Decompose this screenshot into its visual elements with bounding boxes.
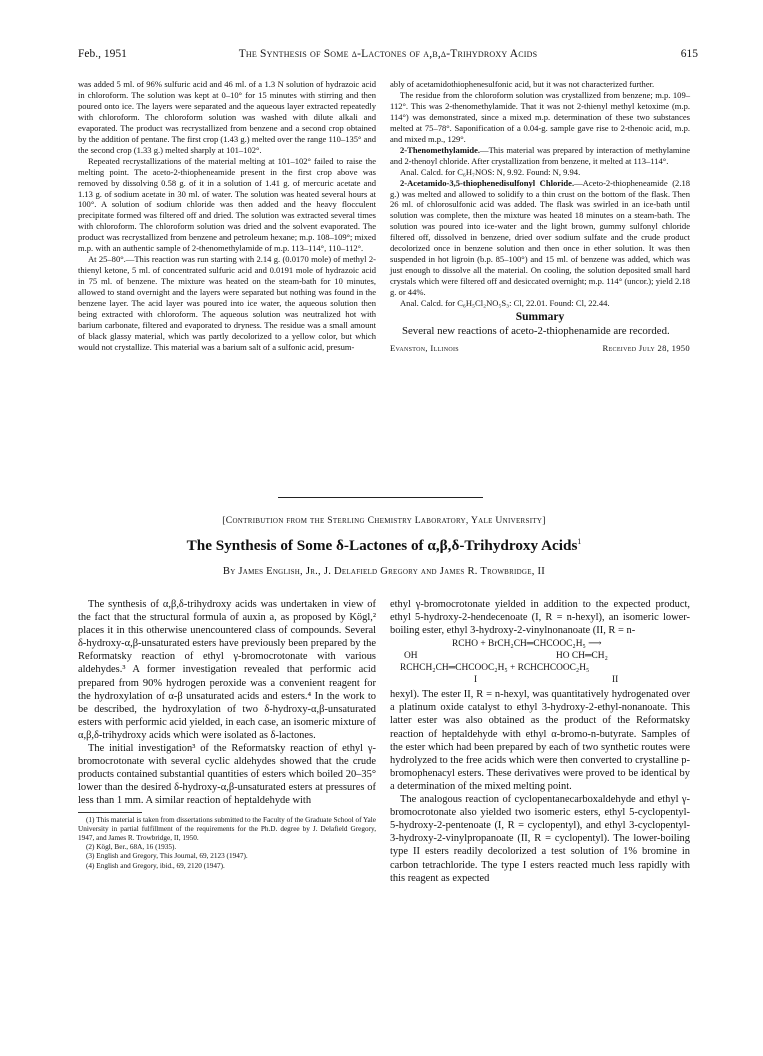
footnote-rule [78,812,142,813]
running-title: The Synthesis of Some δ-Lactones of α,β,δ-Trihydroxy Acids [238,48,538,60]
summary-text: Several new reactions of aceto-2-thiophenamide are recorded. [402,324,670,337]
paragraph: ably of acetamidothiophenesulfonic acid, but it was not characterized further. [390,79,655,89]
author-line: By James English, Jr., J. Delafield Gregory and James R. Trowbridge, II [222,566,546,577]
previous-article-right-column [390,79,690,354]
analysis-line: Anal. Calcd. for C₆H₅Cl₂NO₅S₃: Cl, 22.01. Found: Cl, 22.44. [400,298,610,309]
article-right-column [390,598,690,885]
paragraph: The initial investigation³ of the Reformatsky reaction of ethyl γ-bromocrotonate with several cyclic aldehydes showed that the crude products contained substantial quantities of esters which boiled 20–35° lower than the desired δ-hydroxy-α,β-unsaturated esters at pressures of less than 1 mm. A similar reaction of heptaldehyde with [78,743,376,807]
scheme-products: RCHCH₂CH═CHCOOC₂H₅ + RCHCHCOOC₂H₅ [400,663,590,674]
paragraph: hexyl). The ester II, R = n-hexyl, was quantitatively hydrogenated over a platinum oxide catalyst to ethyl 3-hydroxy-2-ethyl-nonanoate. This latter ester was also obtained as the product of the Reformatsky reaction of heptaldehyde with ethyl α-bromo-n-butyrate. Samples of the ester which had been prepared by each of two synthetic routes were hydrolyzed to the free acids which were then converted to crystalline p-bromophenacyl esters. These derivatives were proved to be identical by a determination of the mixed melting point. [390,689,690,792]
issue-date: Feb., 1951 [78,48,127,60]
paragraph-heading: 2-Thenomethylamide. [400,144,481,155]
footnote: (3) English and Gregory, This Journal, 69, 2123 (1947). [86,852,248,861]
article-left-column [78,598,376,871]
contribution-line: [Contribution from the Sterling Chemistry Laboratory, Yale University] [222,515,546,526]
previous-article-left-column [78,79,376,353]
paragraph: was added 5 ml. of 96% sulfuric acid and 46 ml. of a 1.3 N solution of hydrazoic acid in chloroform. The solution was kept at 0–10° for 15 minutes with stirring and then poured onto ice. The layers were separated and the aqueous layer extracted repeatedly with chloroform. The chloroform solution was washed with dilute alkali and evaporated. The product was recrystallized from benzene and a second crop obtained by the addition of pentane. The first crop (1.43 g.) melted over the range 110–135° and the second crop (1.33 g.) melted sharply at 101–102°. [78,79,376,155]
article-title [78,537,690,555]
paragraph: Repeated recrystallizations of the material melting at 101–102° failed to raise the melting point. The aceto-2-thiopheneamide present in the first crop above was removed by dissolving 0.58 g. of it in a solution of 1.41 g. of mercuric acetate and 1.13 g. of sodium acetate in 30 ml. of water. The solution was heated several hours at 100°. A solution of sodium chloride was then added and the heavy flocculent precipitate formed was filtered off and dried. The solution was extracted several times with chloroform. The chloroform solution was dried and the solvent evaporated. The product was recrystallized from benzene and petroleum hexane; m.p. 108–109°; mixed m.p. with an authentic sample of 2-thenomethylamide of m.p. 113–114°, 110–112°. [78,155,376,254]
article-divider [278,497,483,498]
paragraph [390,145,690,167]
analysis-line: Anal. Calcd. for C₆H₇NOS: N, 9.92. Found: N, 9.94. [400,166,581,177]
title-footnote-mark: 1 [577,537,582,546]
reaction-scheme [390,638,690,686]
scheme-label-i: I [474,675,478,686]
paragraph: At 25–80°.—This reaction was run starting with 2.14 g. (0.0170 mole) of methyl 2-thienyl ketone, 5 ml. of concentrated sulfuric acid and 0.0191 mole of hydrazoic acid in 75 ml. of benzene. The mixture was heated on the steam-bath for 10 minutes, allowed to stand overnight and the layers were separated but nothing was found in the benzene layer. The acid layer was poured into ice water, the aqueous solution then being extracted with chloroform. The aqueous solution was neutralized hot with barium carbonate, filtered and evaporated to dryness. The residue was a small amount of black glassy material, which was partly decolorized to a yellow color, but which would not crystallize. This material was a barium salt of a sulfonic acid, presum- [78,254,376,352]
scheme-reactants: RCHO + BrCH₂CH═CHCOOC₂H₅ ⟶ [452,639,602,650]
scheme-hydroxyl-label: OH [404,651,418,662]
article-title-text: The Synthesis of Some δ-Lactones of α,β,δ-Trihydroxy Acids [186,537,578,555]
signature-line [390,343,690,354]
scheme-vinyl-label: HO CH═CH₂ [556,651,608,662]
paragraph: ethyl γ-bromocrotonate yielded in addition to the expected product, ethyl 5-hydroxy-2-hendecenoate (I, R = n-hexyl), an isomeric lower-boiling ester, ethyl 3-hydroxy-2-vinylnonanoate (II, R = n- [390,599,690,637]
page-header [78,48,698,64]
footnote: (2) Kögl, Ber., 68A, 16 (1935). [86,843,177,852]
paragraph: The synthesis of α,β,δ-trihydroxy acids was undertaken in view of the fact that the structural formula of auxin a, as proposed by Kögl,² places it in this otherwise unencountered class of compounds. Several δ-hydroxy-α,β-unsaturated esters have previously been prepared by the Reformatsky reaction of ethyl γ-bromocrotonate with various aldehydes.³ A former investigation revealed that performic acid prepared from 90% hydrogen peroxide was a convenient reagent for the hydroxylation of α-β unsaturated acids and esters.⁴ In the work to be described, the hydroxylation of two δ-hydroxy-α,β-unsaturated esters with performic acid yielded, in each case, an isomeric mixture of α,β,δ-trihydroxy acids which were isolated as δ-lactones. [78,599,376,741]
paragraph-body: —Aceto-2-thiopheneamide (2.18 g.) was melted and allowed to solidify to a thin crust on the bottom of the flask. Then 26 ml. of chlorosulfonic acid was added. The flask was swirled in an ice-bath until solution was complete, then the mixture was heated 18 minutes on a steam-bath. The solution was poured into ice-water and the light brown, gummy sulfonyl chloride filtered off, dissolved in benzene, dried over sodium sulfate and the crude product decolorized once in benzene solution and then once in ether solution. It was then suspended in hot ligroin (b.p. 85–100°) and 15 ml. of benzene was added, which was just enough to dissolve all the material. On cooling, the solution deposited small hard crystals which were filtered off and desiccated overnight; m.p. 114° (uncor.); yield 2.18 g. or 44%. [390,177,691,298]
signature-place: Evanston, Illinois [390,343,459,354]
footnote: (1) This material is taken from dissertations submitted to the Faculty of the Graduate School of Yale University in partial fulfillment of the requirements for the Ph.D. degree by J. Delafield Gregory, 1947, and James R. Trowbridge, II, 1950. [78,815,377,842]
received-date: Received July 28, 1950 [602,343,690,354]
paragraph: The analogous reaction of cyclopentanecarboxaldehyde and ethyl γ-bromocrotonate also yielded two isomeric esters, ethyl 5-cyclopentyl-5-hydroxy-2-pentenoate (I, R = cyclopentyl), and ethyl 3-cyclopentyl-3-hydroxy-2-vinylpropanoate (II, R = cyclopentyl). The lower-boiling type II esters readily decolorized a test solution of 1% bromine in carbon tetrachloride. The type I esters reacted much less rapidly with this reagent as expected [390,794,690,884]
paragraph-body: —This material was prepared by interaction of methylamine and 2-thenoyl chloride. After crystallization from benzene, it melted at 113–114°. [390,144,690,166]
page-number: 615 [680,48,698,60]
paragraph-heading: 2-Acetamido-3,5-thiophenedisulfonyl Chloride. [400,177,575,188]
summary-heading: Summary [515,311,565,324]
footnote: (4) English and Gregory, ibid., 69, 2120 (1947). [86,861,225,870]
scheme-label-ii: II [612,675,619,686]
paragraph: The residue from the chloroform solution was crystallized from benzene; m.p. 109–112°. This was 2-thenomethylamide. That it was not 2-thienyl methyl ketoxime (m.p. 114°) was demonstrated, since a mixed m.p. determination of these two substances melted at 75–78°. Saponification of a 0.04-g. sample gave rise to 2-thenoic acid, m.p. and mixed m.p., 129°. [390,89,690,144]
paragraph [390,178,690,298]
